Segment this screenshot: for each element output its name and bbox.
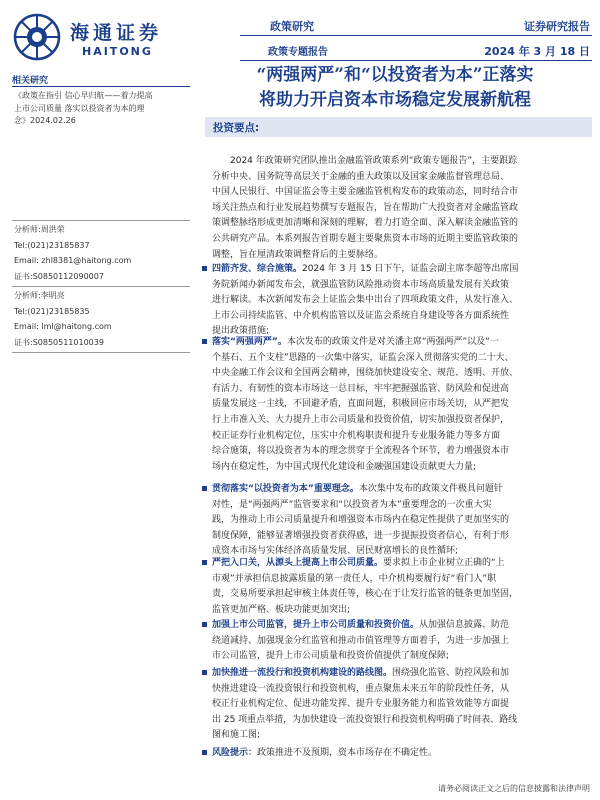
intro-line: 策调整脉络形成更加清晰和深刻的理解，着力打造全面、深入解读金融监管的	[212, 218, 519, 229]
item-line: 监管更加严格、板块功能更加突出;	[212, 604, 351, 615]
key-point-item	[212, 556, 592, 618]
item-line: 综合施策，将以投资者为本的理念贯穿于全流程各个环节，着力增强资本市	[212, 446, 510, 457]
haitong-logo	[12, 12, 202, 60]
section-label: 投资要点:	[213, 122, 260, 134]
item-line: 贯彻落实“以投资者为本”重要理念。本次集中发布的政策文件极具问题针	[212, 484, 503, 494]
header-divider	[240, 35, 592, 36]
bullet-square-icon	[202, 486, 207, 491]
item-line: 出 25 项重点举措，为加快建设一流投资银行和投资机构明确了时间表、路线	[212, 714, 518, 725]
analyst-name: 分析师:周洪荣	[14, 225, 65, 234]
intro-line: 分析中央、国务院等高层关于金融的重大政策以及国家金融监督管理总局、	[212, 171, 510, 182]
related-line: 上市公司质量 落实以投资者为本的理	[14, 103, 145, 113]
analyst-name: 分析师:李明亮	[14, 291, 65, 300]
intro-line: 公共研究产品。本系列报告首期专题主要聚焦资本市场的近期主要监管政策的	[212, 233, 519, 244]
item-line: 个基石、五个支柱”思路的一次集中落实，证监会深入贯彻落实党的二十大、	[212, 352, 514, 363]
related-line: 念》2024.02.26	[14, 116, 76, 125]
key-point-item	[212, 335, 592, 475]
item-line: 绕道减持、加强现金分红监管和推动市值管理等方面着手，为进一步加强上	[212, 635, 510, 646]
key-point-item	[212, 262, 592, 340]
item-line: 快推进建设一流投资银行和投资机构，重点聚焦未来五年的阶段性任务，从	[212, 683, 510, 694]
analyst-block	[14, 288, 112, 350]
item-line: 风险提示：政策推进不及预期，资本市场存在不确定性。	[212, 748, 438, 758]
related-line: 《政策在指引 信心早归航——着力提高	[14, 91, 153, 100]
item-heading: 加强上市公司监管，提升上市公司质量和投资价值。	[212, 620, 420, 630]
item-line: 行上市准入关、大力提升上市公司质量和投资价值，切实加强投资者保护，	[212, 414, 510, 425]
related-research-title: 相关研究	[12, 76, 49, 86]
item-line: 责，交易所要承担起审核主体责任等，核心在于让发行监管的链条更加坚固，	[212, 589, 519, 600]
item-line: 落实“两强两严”。本次发布的政策文件是对关潘主席“两强两严”以及“一	[212, 337, 499, 347]
bullet-square-icon	[202, 560, 207, 565]
item-line: 中央金融工作会议和全国两会精神，围绕加快建设安全、规范、透明、开放、	[212, 368, 519, 379]
related-research-divider	[12, 86, 190, 87]
section-bar	[205, 117, 592, 137]
item-line: 场内在稳定性，为中国式现代化建设和金融强国建设贡献更大力量;	[212, 461, 477, 472]
bullet-square-icon	[202, 339, 207, 344]
item-line: 市观”并承担信息披露质量的第一责任人，中介机构要履行好“看门人”职	[212, 573, 496, 584]
bullet-square-icon	[202, 266, 207, 271]
intro-line: 2024 年政策研究团队推出金融监管政策系列“政策专题报告”，主要跟踪	[230, 156, 518, 166]
item-heading: 四箭齐发、综合施策。	[212, 264, 303, 274]
bullet-square-icon	[202, 670, 207, 675]
item-heading: 加快推进一流投行和投资机构建设的路线图。	[212, 668, 393, 678]
title-line: 将助力开启资本市场稳定发展新航程	[259, 90, 531, 110]
item-line: 上市公司持续监管、中介机构监管以及证监会系统自身建设等各方面系统性	[212, 310, 510, 321]
report-subcategory: 政策专题报告	[268, 47, 328, 58]
report-date: 2024 年 3 月 18 日	[484, 45, 590, 58]
analyst-email[interactable]: Email: lml@haitong.com	[14, 322, 112, 331]
analyst-divider	[12, 352, 190, 353]
item-line: 对性，是“两强两严”监管要求和“以投资者为本”重要理念的一次重大实	[212, 499, 492, 510]
footer-disclaimer: 请务必阅读正文之后的信息披露和法律声明	[438, 784, 590, 793]
intro-line: 调整，旨在厘清政策调整背后的主要脉络。	[212, 249, 384, 260]
item-heading: 严把入口关，从源头上提高上市公司质量。	[212, 558, 384, 568]
related-research-entry[interactable]	[14, 90, 204, 128]
logo-english-name: HAITONG	[82, 45, 153, 58]
report-title	[200, 63, 590, 113]
key-point-item	[212, 746, 592, 762]
key-point-item	[212, 666, 592, 744]
bullet-square-icon	[202, 622, 207, 627]
item-line: 四箭齐发、综合施策。2024 年 3 月 15 日下午，证监会副主席李超等出席国	[212, 264, 519, 274]
item-line: 严把入口关，从源头上提高上市公司质量。要求拟上市企业树立正确的“上	[212, 558, 505, 568]
item-line: 有活力、有韧性的资本市场这一总目标，牢牢把握强监管、防风险和促进高	[212, 383, 510, 394]
item-line: 务院新闻办新闻发布会，就强监管防风险推动资本市场高质量发展有关政策	[212, 279, 510, 290]
analyst-cert: 证书:S0850112090007	[14, 271, 104, 281]
item-heading: 风险提示：	[212, 748, 258, 758]
key-point-item	[212, 618, 592, 665]
title-line: “两强两严”和“以投资者为本”正落实	[256, 65, 534, 85]
intro-line: 中国人民银行、中国证监会等主要金融监管机构发布的政策动态，同时结合市	[212, 187, 519, 198]
item-line: 校正证券行业机构定位，压实中介机构职责和提升专业服务能力等多方面	[212, 430, 501, 441]
bullet-square-icon	[202, 750, 207, 755]
analyst-cert: 证书:S0850511010039	[14, 337, 104, 347]
item-line: 进行解读。本次新闻发布会上证监会集中出台了四项政策文件，从发行准入、	[212, 295, 519, 306]
analyst-email[interactable]: Email: zhl8381@haitong.com	[14, 256, 132, 265]
intro-line: 场关注热点和行业发展趋势撰写专题报告，旨在帮助广大投资者对金融监管政	[212, 202, 519, 213]
logo-chinese-name: 海通证券	[70, 22, 163, 44]
item-line: 践，为推动上市公司质量提升和增强资本市场内在稳定性提供了更加坚实的	[212, 515, 510, 526]
analyst-tel: Tel:(021)23185835	[14, 306, 90, 316]
report-type: 证券研究报告	[524, 20, 590, 33]
intro-paragraph	[212, 154, 590, 263]
analyst-tel: Tel:(021)23185837	[14, 240, 90, 250]
haitong-logo-icon	[12, 12, 62, 62]
analyst-block	[14, 222, 131, 284]
item-line: 图和施工图;	[212, 730, 261, 741]
analyst-divider	[12, 220, 190, 221]
item-line: 提出政策措施;	[212, 326, 270, 337]
item-heading: 贯彻落实“以投资者为本”重要理念。	[212, 484, 359, 494]
analyst-divider	[12, 286, 190, 287]
report-category: 政策研究	[270, 20, 314, 33]
item-heading: 落实“两强两严”。	[212, 337, 287, 347]
item-line: 成资本市场与实体经济高质量发展、居民财富增长的良性循环;	[212, 546, 459, 557]
item-line: 加快推进一流投行和投资机构建设的路线图。围绕强化监管、防控风险和加	[212, 668, 510, 678]
item-line: 校正行业机构定位、促进功能发挥、提升专业服务能力和监管效能等方面提	[212, 699, 510, 710]
key-point-item	[212, 482, 592, 560]
header-divider-lower	[240, 60, 592, 61]
item-line: 市公司监管，提升上市公司质量和投资价值提供了制度保障;	[212, 651, 450, 662]
item-line: 加强上市公司监管，提升上市公司质量和投资价值。从加强信息披露、防范	[212, 620, 510, 630]
item-line: 质量发展这一主线，不回避矛盾，直面问题，积极回应市场关切，从严把发	[212, 399, 510, 410]
item-line: 制度保障，能够显著增强投资者获得感，进一步提振投资者信心，有利于形	[212, 530, 510, 541]
